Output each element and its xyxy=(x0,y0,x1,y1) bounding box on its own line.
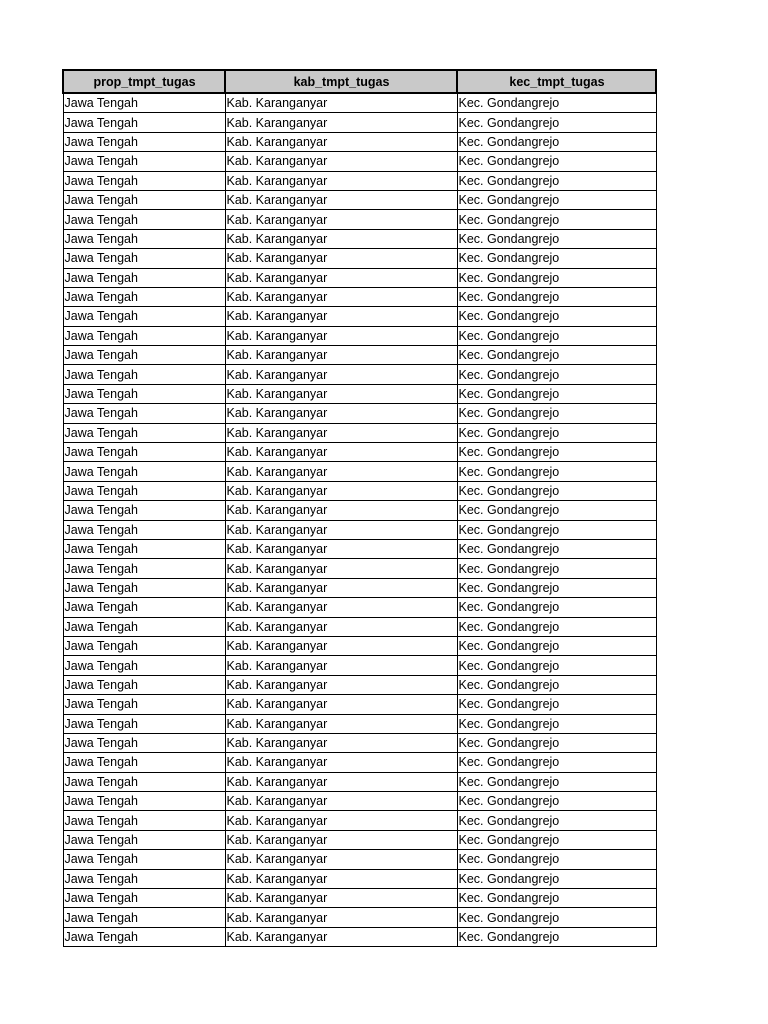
cell-prop-tmpt-tugas: Jawa Tengah xyxy=(63,443,225,462)
cell-kec-tmpt-tugas: Kec. Gondangrejo xyxy=(457,326,656,345)
table-row xyxy=(63,520,656,539)
cell-kab-tmpt-tugas: Kab. Karanganyar xyxy=(225,171,457,190)
cell-kec-tmpt-tugas: Kec. Gondangrejo xyxy=(457,520,656,539)
table-row xyxy=(63,190,656,209)
cell-kab-tmpt-tugas: Kab. Karanganyar xyxy=(225,365,457,384)
cell-prop-tmpt-tugas: Jawa Tengah xyxy=(63,539,225,558)
cell-kec-tmpt-tugas: Kec. Gondangrejo xyxy=(457,481,656,500)
cell-prop-tmpt-tugas: Jawa Tengah xyxy=(63,287,225,306)
table-row xyxy=(63,93,656,113)
cell-prop-tmpt-tugas: Jawa Tengah xyxy=(63,559,225,578)
cell-kec-tmpt-tugas: Kec. Gondangrejo xyxy=(457,423,656,442)
cell-kec-tmpt-tugas: Kec. Gondangrejo xyxy=(457,229,656,248)
cell-prop-tmpt-tugas: Jawa Tengah xyxy=(63,190,225,209)
cell-kab-tmpt-tugas: Kab. Karanganyar xyxy=(225,539,457,558)
table-row xyxy=(63,481,656,500)
cell-kec-tmpt-tugas: Kec. Gondangrejo xyxy=(457,190,656,209)
cell-prop-tmpt-tugas: Jawa Tengah xyxy=(63,365,225,384)
header-row xyxy=(63,70,656,93)
cell-kab-tmpt-tugas: Kab. Karanganyar xyxy=(225,462,457,481)
cell-prop-tmpt-tugas: Jawa Tengah xyxy=(63,346,225,365)
cell-prop-tmpt-tugas: Jawa Tengah xyxy=(63,598,225,617)
cell-kab-tmpt-tugas: Kab. Karanganyar xyxy=(225,656,457,675)
table-row xyxy=(63,927,656,946)
table-row xyxy=(63,714,656,733)
cell-kab-tmpt-tugas: Kab. Karanganyar xyxy=(225,152,457,171)
cell-prop-tmpt-tugas: Jawa Tengah xyxy=(63,927,225,946)
table-row xyxy=(63,501,656,520)
cell-kab-tmpt-tugas: Kab. Karanganyar xyxy=(225,675,457,694)
table-row xyxy=(63,656,656,675)
cell-kab-tmpt-tugas: Kab. Karanganyar xyxy=(225,326,457,345)
cell-prop-tmpt-tugas: Jawa Tengah xyxy=(63,307,225,326)
cell-kec-tmpt-tugas: Kec. Gondangrejo xyxy=(457,617,656,636)
cell-kab-tmpt-tugas: Kab. Karanganyar xyxy=(225,889,457,908)
cell-kec-tmpt-tugas: Kec. Gondangrejo xyxy=(457,753,656,772)
cell-kec-tmpt-tugas: Kec. Gondangrejo xyxy=(457,733,656,752)
cell-kec-tmpt-tugas: Kec. Gondangrejo xyxy=(457,811,656,830)
cell-kec-tmpt-tugas: Kec. Gondangrejo xyxy=(457,869,656,888)
table-header xyxy=(63,70,656,93)
cell-kec-tmpt-tugas: Kec. Gondangrejo xyxy=(457,501,656,520)
cell-prop-tmpt-tugas: Jawa Tengah xyxy=(63,792,225,811)
table-row xyxy=(63,811,656,830)
cell-kab-tmpt-tugas: Kab. Karanganyar xyxy=(225,869,457,888)
cell-kab-tmpt-tugas: Kab. Karanganyar xyxy=(225,346,457,365)
cell-kab-tmpt-tugas: Kab. Karanganyar xyxy=(225,811,457,830)
cell-kab-tmpt-tugas: Kab. Karanganyar xyxy=(225,443,457,462)
cell-kab-tmpt-tugas: Kab. Karanganyar xyxy=(225,792,457,811)
cell-kab-tmpt-tugas: Kab. Karanganyar xyxy=(225,229,457,248)
cell-kec-tmpt-tugas: Kec. Gondangrejo xyxy=(457,636,656,655)
table-row xyxy=(63,171,656,190)
cell-kec-tmpt-tugas: Kec. Gondangrejo xyxy=(457,365,656,384)
table-row xyxy=(63,889,656,908)
cell-kec-tmpt-tugas: Kec. Gondangrejo xyxy=(457,927,656,946)
cell-kec-tmpt-tugas: Kec. Gondangrejo xyxy=(457,714,656,733)
column-header-prop-tmpt-tugas: prop_tmpt_tugas xyxy=(63,70,225,93)
cell-prop-tmpt-tugas: Jawa Tengah xyxy=(63,617,225,636)
cell-prop-tmpt-tugas: Jawa Tengah xyxy=(63,889,225,908)
table-row xyxy=(63,152,656,171)
table-row xyxy=(63,753,656,772)
cell-prop-tmpt-tugas: Jawa Tengah xyxy=(63,462,225,481)
cell-kab-tmpt-tugas: Kab. Karanganyar xyxy=(225,404,457,423)
cell-prop-tmpt-tugas: Jawa Tengah xyxy=(63,850,225,869)
cell-kec-tmpt-tugas: Kec. Gondangrejo xyxy=(457,830,656,849)
table-row xyxy=(63,249,656,268)
cell-prop-tmpt-tugas: Jawa Tengah xyxy=(63,229,225,248)
cell-kec-tmpt-tugas: Kec. Gondangrejo xyxy=(457,772,656,791)
cell-kab-tmpt-tugas: Kab. Karanganyar xyxy=(225,132,457,151)
cell-kab-tmpt-tugas: Kab. Karanganyar xyxy=(225,908,457,927)
table-row xyxy=(63,326,656,345)
cell-prop-tmpt-tugas: Jawa Tengah xyxy=(63,326,225,345)
cell-kec-tmpt-tugas: Kec. Gondangrejo xyxy=(457,93,656,113)
cell-prop-tmpt-tugas: Jawa Tengah xyxy=(63,695,225,714)
table-body xyxy=(63,93,656,947)
cell-kec-tmpt-tugas: Kec. Gondangrejo xyxy=(457,850,656,869)
table-row xyxy=(63,578,656,597)
cell-kec-tmpt-tugas: Kec. Gondangrejo xyxy=(457,695,656,714)
table-row xyxy=(63,229,656,248)
cell-kec-tmpt-tugas: Kec. Gondangrejo xyxy=(457,210,656,229)
table-row xyxy=(63,675,656,694)
cell-kec-tmpt-tugas: Kec. Gondangrejo xyxy=(457,346,656,365)
column-header-kec-tmpt-tugas: kec_tmpt_tugas xyxy=(457,70,656,93)
cell-prop-tmpt-tugas: Jawa Tengah xyxy=(63,268,225,287)
cell-kab-tmpt-tugas: Kab. Karanganyar xyxy=(225,753,457,772)
cell-prop-tmpt-tugas: Jawa Tengah xyxy=(63,830,225,849)
table-row xyxy=(63,772,656,791)
cell-kab-tmpt-tugas: Kab. Karanganyar xyxy=(225,927,457,946)
cell-kec-tmpt-tugas: Kec. Gondangrejo xyxy=(457,249,656,268)
table-row xyxy=(63,113,656,132)
table-row xyxy=(63,268,656,287)
cell-kab-tmpt-tugas: Kab. Karanganyar xyxy=(225,578,457,597)
table-row xyxy=(63,869,656,888)
cell-kec-tmpt-tugas: Kec. Gondangrejo xyxy=(457,404,656,423)
table-row xyxy=(63,462,656,481)
table-row xyxy=(63,908,656,927)
table-row xyxy=(63,404,656,423)
table-row xyxy=(63,365,656,384)
table-row xyxy=(63,287,656,306)
cell-kab-tmpt-tugas: Kab. Karanganyar xyxy=(225,113,457,132)
cell-prop-tmpt-tugas: Jawa Tengah xyxy=(63,675,225,694)
cell-prop-tmpt-tugas: Jawa Tengah xyxy=(63,811,225,830)
cell-prop-tmpt-tugas: Jawa Tengah xyxy=(63,113,225,132)
cell-kab-tmpt-tugas: Kab. Karanganyar xyxy=(225,636,457,655)
data-table xyxy=(62,69,657,947)
cell-kec-tmpt-tugas: Kec. Gondangrejo xyxy=(457,792,656,811)
cell-kab-tmpt-tugas: Kab. Karanganyar xyxy=(225,210,457,229)
table-row xyxy=(63,695,656,714)
table-row xyxy=(63,210,656,229)
cell-kab-tmpt-tugas: Kab. Karanganyar xyxy=(225,850,457,869)
column-header-kab-tmpt-tugas: kab_tmpt_tugas xyxy=(225,70,457,93)
cell-kec-tmpt-tugas: Kec. Gondangrejo xyxy=(457,539,656,558)
cell-kab-tmpt-tugas: Kab. Karanganyar xyxy=(225,190,457,209)
cell-prop-tmpt-tugas: Jawa Tengah xyxy=(63,481,225,500)
cell-prop-tmpt-tugas: Jawa Tengah xyxy=(63,249,225,268)
cell-prop-tmpt-tugas: Jawa Tengah xyxy=(63,152,225,171)
table-row xyxy=(63,792,656,811)
cell-kec-tmpt-tugas: Kec. Gondangrejo xyxy=(457,598,656,617)
table-row xyxy=(63,559,656,578)
cell-kab-tmpt-tugas: Kab. Karanganyar xyxy=(225,830,457,849)
cell-prop-tmpt-tugas: Jawa Tengah xyxy=(63,656,225,675)
table-row xyxy=(63,830,656,849)
cell-kab-tmpt-tugas: Kab. Karanganyar xyxy=(225,559,457,578)
table-row xyxy=(63,307,656,326)
cell-kab-tmpt-tugas: Kab. Karanganyar xyxy=(225,501,457,520)
cell-kab-tmpt-tugas: Kab. Karanganyar xyxy=(225,481,457,500)
table-row xyxy=(63,346,656,365)
cell-kab-tmpt-tugas: Kab. Karanganyar xyxy=(225,598,457,617)
table-row xyxy=(63,850,656,869)
cell-prop-tmpt-tugas: Jawa Tengah xyxy=(63,869,225,888)
cell-kec-tmpt-tugas: Kec. Gondangrejo xyxy=(457,908,656,927)
cell-kec-tmpt-tugas: Kec. Gondangrejo xyxy=(457,171,656,190)
table-row xyxy=(63,733,656,752)
cell-kec-tmpt-tugas: Kec. Gondangrejo xyxy=(457,384,656,403)
cell-kec-tmpt-tugas: Kec. Gondangrejo xyxy=(457,287,656,306)
cell-kec-tmpt-tugas: Kec. Gondangrejo xyxy=(457,559,656,578)
cell-kab-tmpt-tugas: Kab. Karanganyar xyxy=(225,695,457,714)
table-row xyxy=(63,539,656,558)
cell-kec-tmpt-tugas: Kec. Gondangrejo xyxy=(457,675,656,694)
table-row xyxy=(63,423,656,442)
cell-kab-tmpt-tugas: Kab. Karanganyar xyxy=(225,307,457,326)
cell-kab-tmpt-tugas: Kab. Karanganyar xyxy=(225,93,457,113)
cell-kab-tmpt-tugas: Kab. Karanganyar xyxy=(225,520,457,539)
cell-kec-tmpt-tugas: Kec. Gondangrejo xyxy=(457,132,656,151)
cell-kec-tmpt-tugas: Kec. Gondangrejo xyxy=(457,443,656,462)
cell-kab-tmpt-tugas: Kab. Karanganyar xyxy=(225,423,457,442)
cell-prop-tmpt-tugas: Jawa Tengah xyxy=(63,501,225,520)
cell-kab-tmpt-tugas: Kab. Karanganyar xyxy=(225,268,457,287)
cell-kec-tmpt-tugas: Kec. Gondangrejo xyxy=(457,578,656,597)
cell-prop-tmpt-tugas: Jawa Tengah xyxy=(63,132,225,151)
cell-prop-tmpt-tugas: Jawa Tengah xyxy=(63,714,225,733)
cell-kec-tmpt-tugas: Kec. Gondangrejo xyxy=(457,656,656,675)
cell-prop-tmpt-tugas: Jawa Tengah xyxy=(63,733,225,752)
cell-prop-tmpt-tugas: Jawa Tengah xyxy=(63,578,225,597)
cell-kec-tmpt-tugas: Kec. Gondangrejo xyxy=(457,307,656,326)
cell-prop-tmpt-tugas: Jawa Tengah xyxy=(63,93,225,113)
cell-kec-tmpt-tugas: Kec. Gondangrejo xyxy=(457,113,656,132)
cell-prop-tmpt-tugas: Jawa Tengah xyxy=(63,908,225,927)
cell-prop-tmpt-tugas: Jawa Tengah xyxy=(63,753,225,772)
cell-kec-tmpt-tugas: Kec. Gondangrejo xyxy=(457,889,656,908)
cell-prop-tmpt-tugas: Jawa Tengah xyxy=(63,384,225,403)
table-row xyxy=(63,384,656,403)
cell-prop-tmpt-tugas: Jawa Tengah xyxy=(63,636,225,655)
cell-kab-tmpt-tugas: Kab. Karanganyar xyxy=(225,733,457,752)
cell-prop-tmpt-tugas: Jawa Tengah xyxy=(63,520,225,539)
cell-kab-tmpt-tugas: Kab. Karanganyar xyxy=(225,772,457,791)
table-row xyxy=(63,598,656,617)
cell-prop-tmpt-tugas: Jawa Tengah xyxy=(63,423,225,442)
cell-kec-tmpt-tugas: Kec. Gondangrejo xyxy=(457,268,656,287)
table-row xyxy=(63,617,656,636)
cell-prop-tmpt-tugas: Jawa Tengah xyxy=(63,772,225,791)
cell-kec-tmpt-tugas: Kec. Gondangrejo xyxy=(457,152,656,171)
table-row xyxy=(63,636,656,655)
cell-prop-tmpt-tugas: Jawa Tengah xyxy=(63,171,225,190)
table-row xyxy=(63,443,656,462)
cell-prop-tmpt-tugas: Jawa Tengah xyxy=(63,210,225,229)
table-row xyxy=(63,132,656,151)
cell-kab-tmpt-tugas: Kab. Karanganyar xyxy=(225,287,457,306)
cell-kab-tmpt-tugas: Kab. Karanganyar xyxy=(225,249,457,268)
cell-kab-tmpt-tugas: Kab. Karanganyar xyxy=(225,384,457,403)
cell-kec-tmpt-tugas: Kec. Gondangrejo xyxy=(457,462,656,481)
cell-kab-tmpt-tugas: Kab. Karanganyar xyxy=(225,714,457,733)
cell-prop-tmpt-tugas: Jawa Tengah xyxy=(63,404,225,423)
cell-kab-tmpt-tugas: Kab. Karanganyar xyxy=(225,617,457,636)
